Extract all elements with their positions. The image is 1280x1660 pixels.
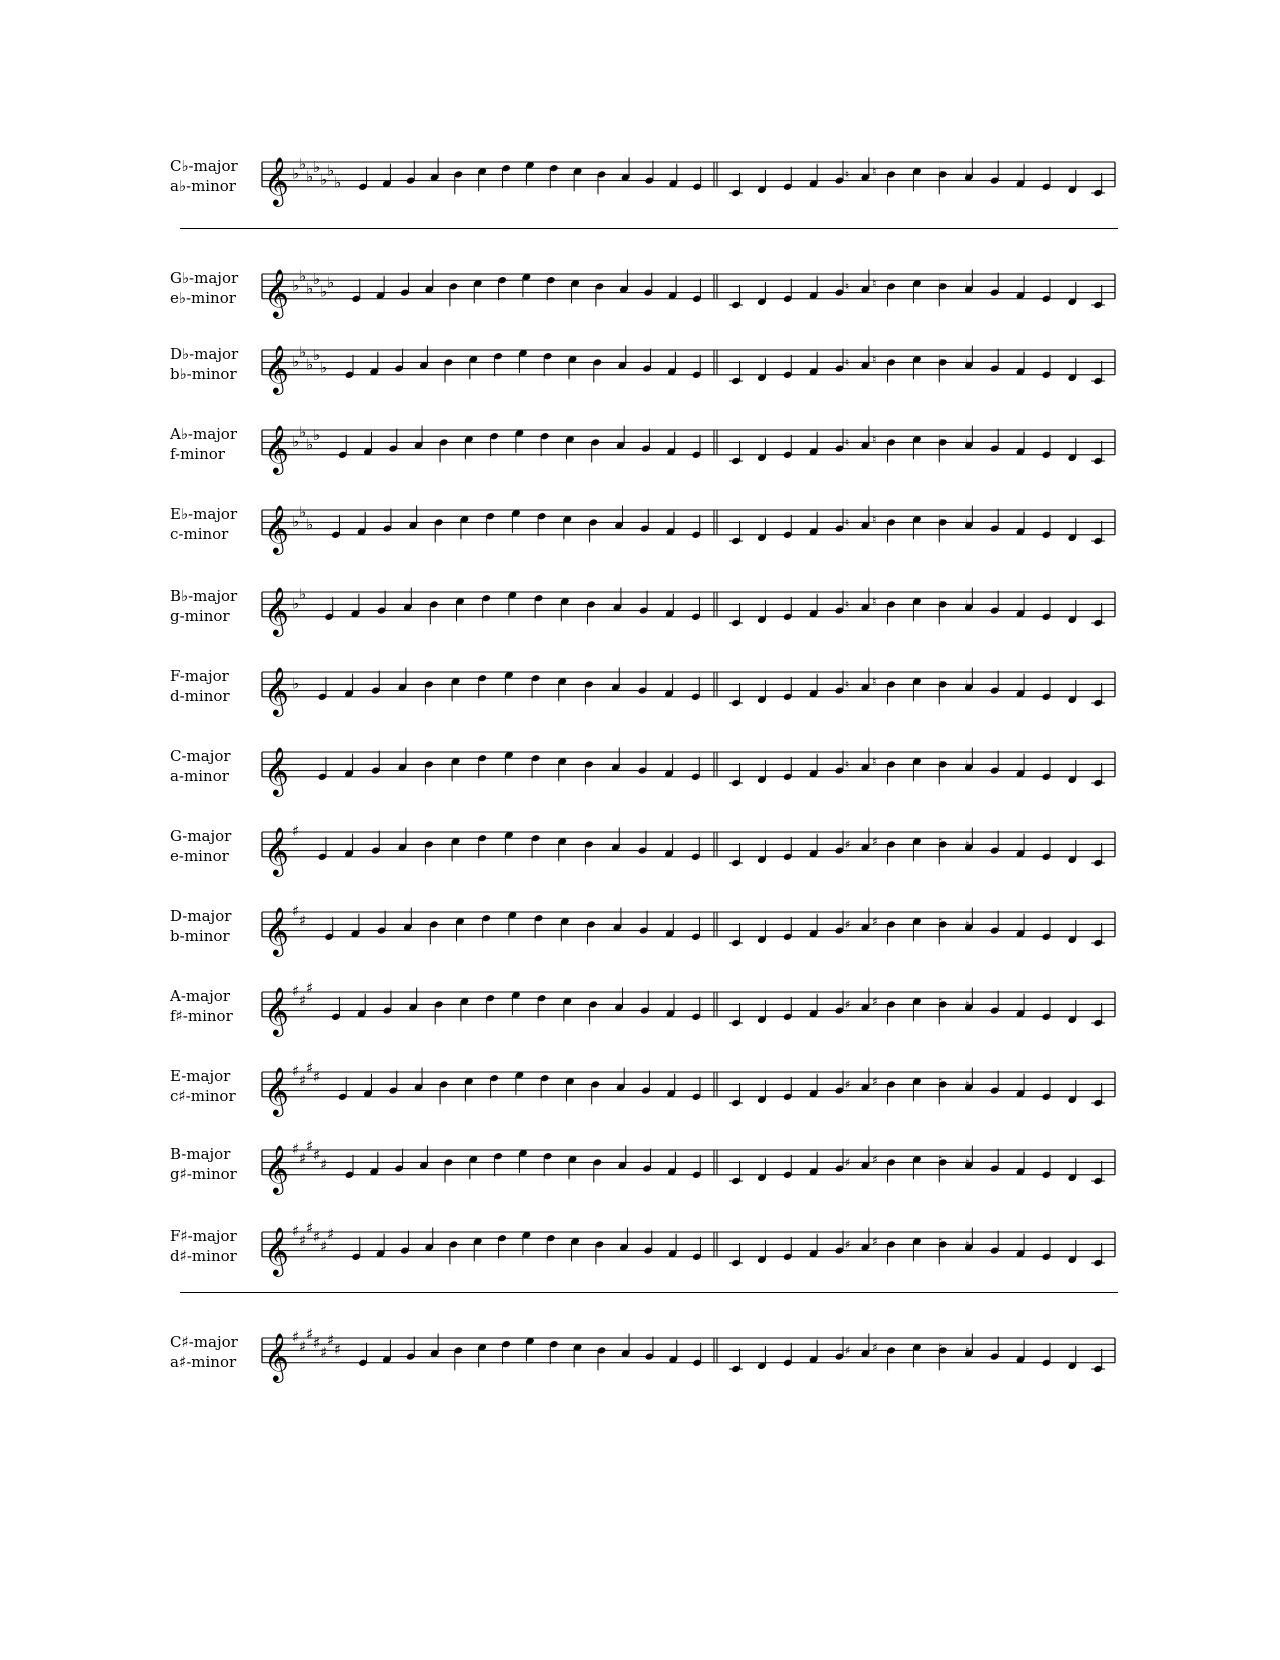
sharp-key-signature-icon: ♯: [327, 1225, 335, 1244]
accidental-icon: ♭: [965, 677, 971, 692]
flat-key-signature-icon: ♭: [334, 173, 342, 192]
flat-key-signature-icon: ♭: [320, 358, 328, 377]
treble-clef-icon: 𝄞: [264, 745, 289, 795]
staff-row: [262, 423, 1115, 475]
flat-key-signature-icon: ♭: [306, 279, 314, 298]
treble-clef-icon: 𝄞: [264, 985, 289, 1035]
flat-key-signature-icon: ♭: [313, 346, 321, 365]
key-major-label: C♯-major: [170, 1333, 238, 1351]
accidental-icon: ♮: [872, 352, 877, 367]
accidental-icon: ♮: [965, 1237, 970, 1252]
flat-key-signature-icon: ♭: [292, 164, 300, 183]
flat-key-signature-icon: ♭: [292, 276, 300, 295]
accidental-icon: ♮: [965, 1155, 970, 1170]
sharp-key-signature-icon: ♯: [306, 1324, 314, 1343]
flat-key-signature-icon: ♭: [306, 435, 314, 454]
accidental-icon: ♮: [938, 1340, 943, 1355]
accidental-icon: ♮: [844, 435, 850, 450]
flat-key-signature-icon: ♭: [320, 282, 328, 301]
sharp-key-signature-icon: ♯: [292, 1328, 300, 1346]
accidental-icon: ♮: [872, 276, 877, 291]
sharp-key-signature-icon: ♯: [292, 902, 300, 920]
flat-key-signature-icon: ♭: [313, 158, 321, 177]
sharp-key-signature-icon: ♯: [320, 1343, 328, 1362]
sharp-key-signature-icon: ♯: [299, 1149, 307, 1168]
treble-clef-icon: 𝄞: [264, 423, 289, 473]
key-major-label: G-major: [170, 827, 232, 845]
staff-row: [262, 1137, 1115, 1195]
accidental-icon: ♮: [844, 167, 850, 182]
treble-clef-icon: 𝄞: [264, 1143, 289, 1193]
key-minor-label: b♭-minor: [170, 365, 237, 383]
flat-key-signature-icon: ♭: [292, 594, 300, 613]
staff-row: [262, 666, 1115, 717]
sharp-key-signature-icon: ♯: [306, 978, 314, 997]
accidental-icon: ♭: [965, 515, 971, 530]
accidental-icon: ♮: [938, 834, 943, 849]
treble-clef-icon: 𝄞: [264, 267, 289, 317]
accidental-icon: ♮: [844, 757, 850, 772]
treble-clef-icon: 𝄞: [264, 343, 289, 393]
treble-clef-icon: 𝄞: [264, 1065, 289, 1115]
accidental-icon: ♯: [844, 1343, 851, 1358]
key-minor-label: g♯-minor: [170, 1165, 237, 1183]
staff-row: [262, 1219, 1115, 1277]
flat-key-signature-icon: ♭: [299, 267, 307, 286]
key-major-label: C♭-major: [170, 157, 238, 175]
staff-row: [262, 979, 1115, 1037]
sharp-key-signature-icon: ♯: [320, 1237, 328, 1256]
key-major-label: C-major: [170, 747, 231, 765]
accidental-icon: ♮: [965, 917, 970, 932]
sharp-key-signature-icon: ♯: [292, 1222, 300, 1240]
key-major-label: E♭-major: [170, 505, 238, 523]
section-rule: [180, 1292, 1118, 1293]
flat-key-signature-icon: ♭: [292, 432, 300, 451]
staff-row: [262, 585, 1115, 637]
staff-row: [262, 1325, 1115, 1383]
treble-clef-icon: 𝄞: [264, 1225, 289, 1275]
accidental-icon: ♯: [844, 1077, 851, 1092]
accidental-icon: ♯: [872, 1340, 878, 1355]
sharp-key-signature-icon: ♯: [313, 1334, 321, 1353]
key-minor-label: a-minor: [170, 767, 229, 785]
flat-key-signature-icon: ♭: [292, 512, 300, 531]
key-minor-label: e♭-minor: [170, 289, 236, 307]
sharp-key-signature-icon: ♯: [292, 822, 300, 840]
treble-clef-icon: 𝄞: [264, 585, 289, 635]
accidental-icon: ♮: [872, 594, 877, 609]
sharp-key-signature-icon: ♯: [313, 1228, 321, 1247]
key-minor-label: a♭-minor: [170, 177, 236, 195]
accidental-icon: ♮: [965, 997, 970, 1012]
sharp-key-signature-icon: ♯: [306, 1218, 314, 1237]
sharp-key-signature-icon: ♯: [299, 991, 307, 1010]
key-minor-label: a♯-minor: [170, 1353, 237, 1371]
accidental-icon: ♮: [872, 674, 877, 689]
key-minor-label: c-minor: [170, 525, 229, 543]
accidental-icon: ♯: [872, 1234, 878, 1249]
key-major-label: A♭-major: [170, 425, 237, 443]
key-major-label: G♭-major: [170, 269, 239, 287]
flat-key-signature-icon: ♭: [320, 170, 328, 189]
sharp-key-signature-icon: ♯: [306, 1136, 314, 1155]
key-major-label: D-major: [170, 907, 232, 925]
sharp-key-signature-icon: ♯: [299, 911, 307, 930]
staff-row: [262, 267, 1115, 319]
accidental-icon: ♭: [965, 279, 971, 294]
treble-clef-icon: 𝄞: [264, 503, 289, 553]
accidental-icon: ♭: [938, 754, 944, 769]
sharp-key-signature-icon: ♯: [299, 1231, 307, 1250]
flat-key-signature-icon: ♭: [299, 343, 307, 362]
key-minor-label: e-minor: [170, 847, 229, 865]
flat-key-signature-icon: ♭: [313, 270, 321, 289]
flat-key-signature-icon: ♭: [306, 167, 314, 186]
key-major-label: A-major: [170, 987, 230, 1005]
flat-key-signature-icon: ♭: [306, 515, 314, 534]
sharp-key-signature-icon: ♯: [313, 1068, 321, 1087]
key-minor-label: c♯-minor: [170, 1087, 236, 1105]
accidental-icon: ♭: [965, 757, 971, 772]
accidental-icon: ♮: [872, 754, 877, 769]
section-rule: [180, 228, 1118, 229]
flat-key-signature-icon: ♭: [313, 426, 321, 445]
accidental-icon: ♯: [844, 1155, 851, 1170]
accidental-icon: ♮: [938, 994, 943, 1009]
staff-row: [262, 746, 1115, 797]
flat-key-signature-icon: ♭: [299, 423, 307, 442]
sharp-key-signature-icon: ♯: [320, 1155, 328, 1174]
accidental-icon: ♭: [938, 432, 944, 447]
flat-key-signature-icon: ♭: [292, 352, 300, 371]
accidental-icon: ♮: [938, 914, 943, 929]
accidental-icon: ♭: [938, 594, 944, 609]
accidental-icon: ♮: [965, 1343, 970, 1358]
accidental-icon: ♮: [872, 164, 877, 179]
flat-key-signature-icon: ♭: [299, 503, 307, 522]
accidental-icon: ♮: [844, 597, 850, 612]
treble-clef-icon: 𝄞: [264, 1331, 289, 1381]
sharp-key-signature-icon: ♯: [299, 1337, 307, 1356]
key-major-label: D♭-major: [170, 345, 239, 363]
flat-key-signature-icon: ♭: [327, 161, 335, 180]
staff-row: [262, 503, 1115, 555]
accidental-icon: ♯: [872, 914, 878, 929]
key-minor-label: f-minor: [170, 445, 225, 463]
key-major-label: B♭-major: [170, 587, 238, 605]
accidental-icon: ♮: [844, 677, 850, 692]
accidental-icon: ♮: [938, 1234, 943, 1249]
accidental-icon: ♭: [938, 352, 944, 367]
key-major-label: E-major: [170, 1067, 231, 1085]
accidental-icon: ♯: [844, 997, 851, 1012]
accidental-icon: ♮: [938, 1074, 943, 1089]
flat-key-signature-icon: ♭: [299, 155, 307, 174]
sharp-key-signature-icon: ♯: [306, 1058, 314, 1077]
staff-row: [262, 822, 1115, 877]
accidental-icon: ♮: [938, 1152, 943, 1167]
accidental-icon: ♯: [844, 917, 851, 932]
accidental-icon: ♮: [844, 279, 850, 294]
key-major-label: F♯-major: [170, 1227, 237, 1245]
accidental-icon: ♯: [872, 1152, 878, 1167]
accidental-icon: ♮: [872, 512, 877, 527]
accidental-icon: ♯: [872, 1074, 878, 1089]
accidental-icon: ♯: [872, 994, 878, 1009]
accidental-icon: ♭: [938, 164, 944, 179]
sharp-key-signature-icon: ♯: [313, 1146, 321, 1165]
accidental-icon: ♯: [844, 1237, 851, 1252]
key-minor-label: g-minor: [170, 607, 230, 625]
accidental-icon: ♭: [938, 276, 944, 291]
sharp-key-signature-icon: ♯: [299, 1071, 307, 1090]
flat-key-signature-icon: ♭: [292, 674, 300, 693]
sharp-key-signature-icon: ♯: [292, 982, 300, 1000]
key-minor-label: b-minor: [170, 927, 230, 945]
treble-clef-icon: 𝄞: [264, 825, 289, 875]
staff-row: [262, 155, 1115, 207]
key-major-label: F-major: [170, 667, 229, 685]
key-minor-label: f♯-minor: [170, 1007, 233, 1025]
flat-key-signature-icon: ♭: [299, 585, 307, 604]
accidental-icon: ♭: [938, 674, 944, 689]
staff-row: [262, 1059, 1115, 1117]
accidental-icon: ♭: [965, 355, 971, 370]
accidental-icon: ♮: [965, 1077, 970, 1092]
treble-clef-icon: 𝄞: [264, 665, 289, 715]
staff-row: [262, 343, 1115, 395]
treble-clef-icon: 𝄞: [264, 155, 289, 205]
accidental-icon: ♭: [965, 167, 971, 182]
sharp-key-signature-icon: ♯: [292, 1140, 300, 1158]
sharp-key-signature-icon: ♯: [292, 1062, 300, 1080]
key-minor-label: d-minor: [170, 687, 230, 705]
sharp-key-signature-icon: ♯: [334, 1340, 342, 1359]
accidental-icon: ♮: [965, 837, 970, 852]
accidental-icon: ♭: [965, 435, 971, 450]
treble-clef-icon: 𝄞: [264, 905, 289, 955]
sharp-key-signature-icon: ♯: [327, 1331, 335, 1350]
accidental-icon: ♮: [844, 515, 850, 530]
flat-key-signature-icon: ♭: [327, 273, 335, 292]
accidental-icon: ♮: [872, 432, 877, 447]
flat-key-signature-icon: ♭: [306, 355, 314, 374]
accidental-icon: ♭: [965, 597, 971, 612]
accidental-icon: ♮: [844, 355, 850, 370]
staff-row: [262, 902, 1115, 957]
accidental-icon: ♯: [844, 837, 851, 852]
key-major-label: B-major: [170, 1145, 231, 1163]
accidental-icon: ♭: [938, 512, 944, 527]
key-minor-label: d♯-minor: [170, 1247, 237, 1265]
accidental-icon: ♯: [872, 834, 878, 849]
